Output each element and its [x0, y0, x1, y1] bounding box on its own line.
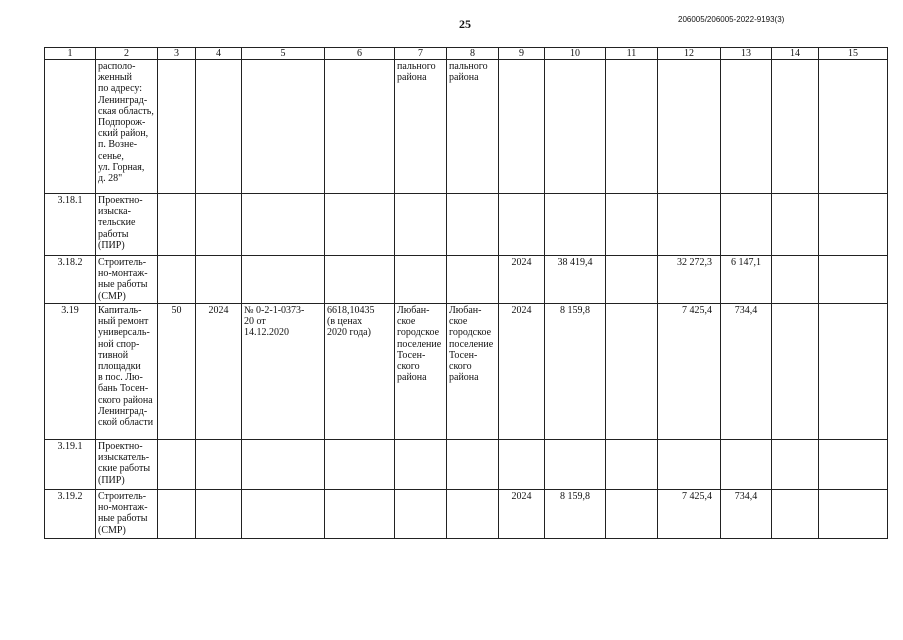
table-cell: [499, 440, 545, 490]
table-cell: [721, 440, 772, 490]
row-number-cell: 3.19: [45, 304, 96, 440]
amount-cell: 6 147,1: [721, 256, 772, 304]
header-cell: 15: [819, 48, 888, 60]
table-cell: [499, 194, 545, 256]
table-cell: [658, 440, 721, 490]
header-cell: 1: [45, 48, 96, 60]
amount-cell: 32 272,3: [658, 256, 721, 304]
total-amount-cell: 8 159,8: [545, 490, 606, 539]
table-cell: [325, 60, 395, 194]
header-cell: 2: [96, 48, 158, 60]
table-cell: [196, 490, 242, 539]
table-row: [45, 194, 888, 256]
amount-cell: 734,4: [721, 304, 772, 440]
table-cell: [196, 256, 242, 304]
total-amount-cell: 8 159,8: [545, 304, 606, 440]
header-cell: 7: [395, 48, 447, 60]
table-cell: [606, 60, 658, 194]
amount-cell: 734,4: [721, 490, 772, 539]
table-row: [45, 440, 888, 490]
table-cell: [447, 194, 499, 256]
table-cell: [819, 194, 888, 256]
table-cell: [606, 256, 658, 304]
table-cell: [242, 256, 325, 304]
table-header-row: [45, 48, 888, 60]
table-cell: [658, 60, 721, 194]
header-cell: 8: [447, 48, 499, 60]
work-name-cell: Капиталь- ный ремонт универсаль- ной спор- тивной площадки в пос. Лю- бань Тосен- ского района Ленинград- ской области: [96, 304, 158, 440]
table-row: [45, 256, 888, 304]
header-cell: 12: [658, 48, 721, 60]
table-row: [45, 490, 888, 539]
table-cell: [395, 440, 447, 490]
table-cell: [395, 194, 447, 256]
row-number-cell: 3.18.2: [45, 256, 96, 304]
table-cell: [395, 490, 447, 539]
table-cell: пального района: [447, 60, 499, 194]
table-cell: [606, 440, 658, 490]
table-cell: [242, 60, 325, 194]
table-cell: [658, 194, 721, 256]
budget-table: [44, 47, 888, 539]
table-row: [45, 60, 888, 194]
table-cell: [325, 194, 395, 256]
header-cell: 4: [196, 48, 242, 60]
work-name-cell: Проектно- изыска- тельские работы (ПИР): [96, 194, 158, 256]
row-number-cell: [45, 60, 96, 194]
municipality-cell: Любан- ское городское поселение Тосен- ского района: [395, 304, 447, 440]
document-id: 206005/206005-2022-9193(3): [678, 15, 785, 24]
table-cell: [196, 194, 242, 256]
table-cell: [325, 490, 395, 539]
table-cell: [242, 194, 325, 256]
table-cell: [545, 440, 606, 490]
table-cell: [545, 194, 606, 256]
table-cell: [242, 490, 325, 539]
amount-cell: 7 425,4: [658, 490, 721, 539]
table-cell: [606, 304, 658, 440]
table-cell: [158, 490, 196, 539]
table-cell: [772, 194, 819, 256]
table-cell: [819, 256, 888, 304]
amount-cell: 7 425,4: [658, 304, 721, 440]
table-cell: [772, 256, 819, 304]
year-cell: 2024: [499, 490, 545, 539]
table-cell: [606, 490, 658, 539]
table-cell: [721, 194, 772, 256]
table-cell: [819, 60, 888, 194]
table-cell: [325, 256, 395, 304]
row-number-cell: 3.19.1: [45, 440, 96, 490]
work-name-cell: Строитель- но-монтаж- ные работы (СМР): [96, 256, 158, 304]
table-cell: [158, 440, 196, 490]
table-cell: [772, 60, 819, 194]
work-name-cell: Проектно- изыскатель- ские работы (ПИР): [96, 440, 158, 490]
row-number-cell: 3.19.2: [45, 490, 96, 539]
municipality-cell: Любан- ское городское поселение Тосен- ского района: [447, 304, 499, 440]
header-cell: 3: [158, 48, 196, 60]
table-cell: [158, 256, 196, 304]
header-cell: 9: [499, 48, 545, 60]
year-cell: 2024: [499, 304, 545, 440]
table-cell: [772, 490, 819, 539]
header-cell: 14: [772, 48, 819, 60]
table-row: [45, 304, 888, 440]
capacity-cell: 50: [158, 304, 196, 440]
table-cell: пального района: [395, 60, 447, 194]
table-cell: [158, 60, 196, 194]
work-name-cell: Строитель- но-монтаж- ные работы (СМР): [96, 490, 158, 539]
table-cell: [395, 256, 447, 304]
table-cell: [447, 256, 499, 304]
table-cell: [499, 60, 545, 194]
table-cell: [447, 490, 499, 539]
header-cell: 6: [325, 48, 395, 60]
page-number: 25: [459, 17, 471, 31]
table-cell: [721, 60, 772, 194]
row-number-cell: 3.18.1: [45, 194, 96, 256]
table-cell: [819, 440, 888, 490]
table-cell: [325, 440, 395, 490]
table-cell: [447, 440, 499, 490]
estimated-cost-cell: 6618,10435 (в ценах 2020 года): [325, 304, 395, 440]
total-amount-cell: 38 419,4: [545, 256, 606, 304]
header-cell: 5: [242, 48, 325, 60]
year-cell: 2024: [196, 304, 242, 440]
table-cell: [819, 490, 888, 539]
table-cell: [196, 60, 242, 194]
table-cell: [158, 194, 196, 256]
table-cell: [772, 304, 819, 440]
table-cell: [196, 440, 242, 490]
table-cell: [545, 60, 606, 194]
header-cell: 13: [721, 48, 772, 60]
year-cell: 2024: [499, 256, 545, 304]
table-cell: [819, 304, 888, 440]
table-cell: [242, 440, 325, 490]
header-cell: 10: [545, 48, 606, 60]
header-cell: 11: [606, 48, 658, 60]
table-cell: [606, 194, 658, 256]
work-name-cell: располо- женный по адресу: Ленинград- ская область, Подпорож- ский район, п. Возне- сенье, ул. Горная, д. 28": [96, 60, 158, 194]
table-cell: [772, 440, 819, 490]
expertise-number-cell: № 0-2-1-0373- 20 от 14.12.2020: [242, 304, 325, 440]
